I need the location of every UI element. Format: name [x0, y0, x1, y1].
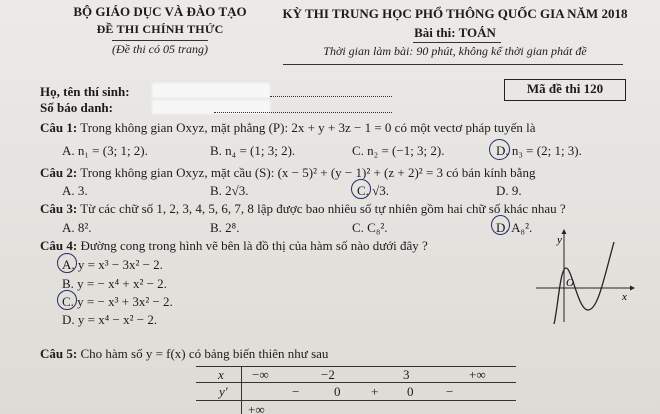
table-sign-1: −: [292, 384, 300, 399]
question-3: [40, 201, 566, 217]
question-4: [40, 238, 428, 254]
question-1-text: Trong không gian Oxyz, mặt phẳng (P): 2x + y + 3z − 1 = 0 có một vectơ pháp tuyến là: [80, 120, 536, 135]
q3-option-a: A. 8².: [62, 220, 92, 235]
exam-code: Mã đề thi 120: [526, 81, 604, 96]
graph-origin-label: O: [566, 277, 574, 289]
official-label: ĐỀ THI CHÍNH THỨC: [96, 22, 224, 36]
q2-option-d: D. 9.: [496, 183, 522, 198]
candidate-name-label: Họ, tên thí sinh:: [40, 84, 130, 99]
table-dy-label: y': [219, 384, 228, 399]
answer-circle-q1: [489, 139, 510, 160]
q3-option-d: D. A₈².: [496, 220, 533, 235]
question-1: [40, 120, 536, 136]
exam-title: KỲ THI TRUNG HỌC PHỔ THÔNG QUỐC GIA NĂM 2018: [282, 6, 628, 21]
q3-option-b: B. 2⁸.: [210, 220, 240, 235]
table-row2-line: [196, 400, 516, 401]
q3-option-c: C. C₈².: [352, 220, 388, 235]
graph-y-label: y: [557, 234, 562, 246]
redacted-name: [152, 83, 270, 98]
header-rule: [283, 64, 623, 65]
graph-curve: [554, 242, 614, 324]
name-dots: [270, 96, 392, 97]
question-2-text: Trong không gian Oxyz, mặt cầu (S): (x − 5)² + (y − 1)² + (z + 2)² = 3 có bán kính bằng: [80, 165, 536, 180]
q1-option-d: D. n₃ = (2; 1; 3).: [496, 143, 582, 158]
q4-option-d: D. y = x⁴ − x² − 2.: [62, 312, 158, 327]
question-4-text: Đường cong trong hình vẽ bên là đồ thị của hàm số nào dưới đây ?: [80, 238, 428, 253]
id-dots: [214, 112, 392, 113]
q4-option-b: B. y = − x⁴ + x² − 2.: [62, 276, 167, 291]
question-4-label: Câu 4:: [40, 238, 78, 253]
q2-option-a: A. 3.: [62, 183, 88, 198]
subject-underline: [413, 42, 501, 43]
question-5: [40, 346, 328, 362]
table-x-label: x: [218, 367, 224, 382]
candidate-id-label: Số báo danh:: [40, 100, 113, 115]
question-2-label: Câu 2:: [40, 165, 78, 180]
q1-option-a: A. n₁ = (3; 1; 2).: [62, 143, 148, 158]
answer-circle-q4-c: [57, 290, 77, 310]
question-3-label: Câu 3:: [40, 201, 78, 216]
q2-option-c: C. √3.: [357, 183, 390, 198]
graph-x-arrow: [630, 286, 635, 291]
table-x-pos-inf: +∞: [469, 367, 486, 382]
cubic-graph: [532, 228, 636, 324]
table-sign-4: 0: [407, 384, 414, 399]
graph-x-label: x: [622, 291, 627, 303]
answer-circle-q3: [491, 215, 510, 235]
table-y-top: +∞: [248, 402, 265, 414]
table-top-line: [196, 366, 516, 367]
question-1-label: Câu 1:: [40, 120, 78, 135]
ministry-name: BỘ GIÁO DỤC VÀ ĐÀO TẠO: [73, 4, 247, 19]
question-3-text: Từ các chữ số 1, 2, 3, 4, 5, 6, 7, 8 lập được bao nhiêu số tự nhiên gồm hai chữ số khác nhau ?: [80, 201, 566, 216]
official-underline: [112, 40, 208, 41]
q1-option-b: B. n₄ = (1; 3; 2).: [210, 143, 296, 158]
page-count: (Đề thi có 05 trang): [112, 42, 208, 56]
q4-option-a: A. y = x³ − 3x² − 2.: [62, 257, 163, 272]
duration: Thời gian làm bài: 90 phút, không kể thời gian phát đề: [323, 44, 587, 58]
question-2: [40, 165, 535, 181]
answer-circle-q2: [351, 179, 371, 199]
graph-y-arrow: [562, 229, 567, 234]
table-sign-3: +: [371, 384, 379, 399]
table-row1-line: [196, 382, 516, 383]
table-divider: [241, 366, 242, 414]
answer-circle-q4-a: [57, 253, 77, 273]
question-5-label: Câu 5:: [40, 346, 78, 361]
table-sign-2: 0: [334, 384, 341, 399]
table-sign-5: −: [446, 384, 454, 399]
q1-option-c: C. n₂ = (−1; 3; 2).: [352, 143, 445, 158]
q4-option-c: C. y = − x³ + 3x² − 2.: [62, 294, 173, 309]
subject: Bài thi: TOÁN: [414, 25, 496, 40]
table-x-3: 3: [403, 367, 410, 382]
table-x-minus2: −2: [321, 367, 335, 382]
question-5-text: Cho hàm số y = f(x) có bảng biến thiên như sau: [80, 346, 329, 361]
table-x-neg-inf: −∞: [252, 367, 269, 382]
q2-option-b: B. 2√3.: [210, 183, 249, 198]
